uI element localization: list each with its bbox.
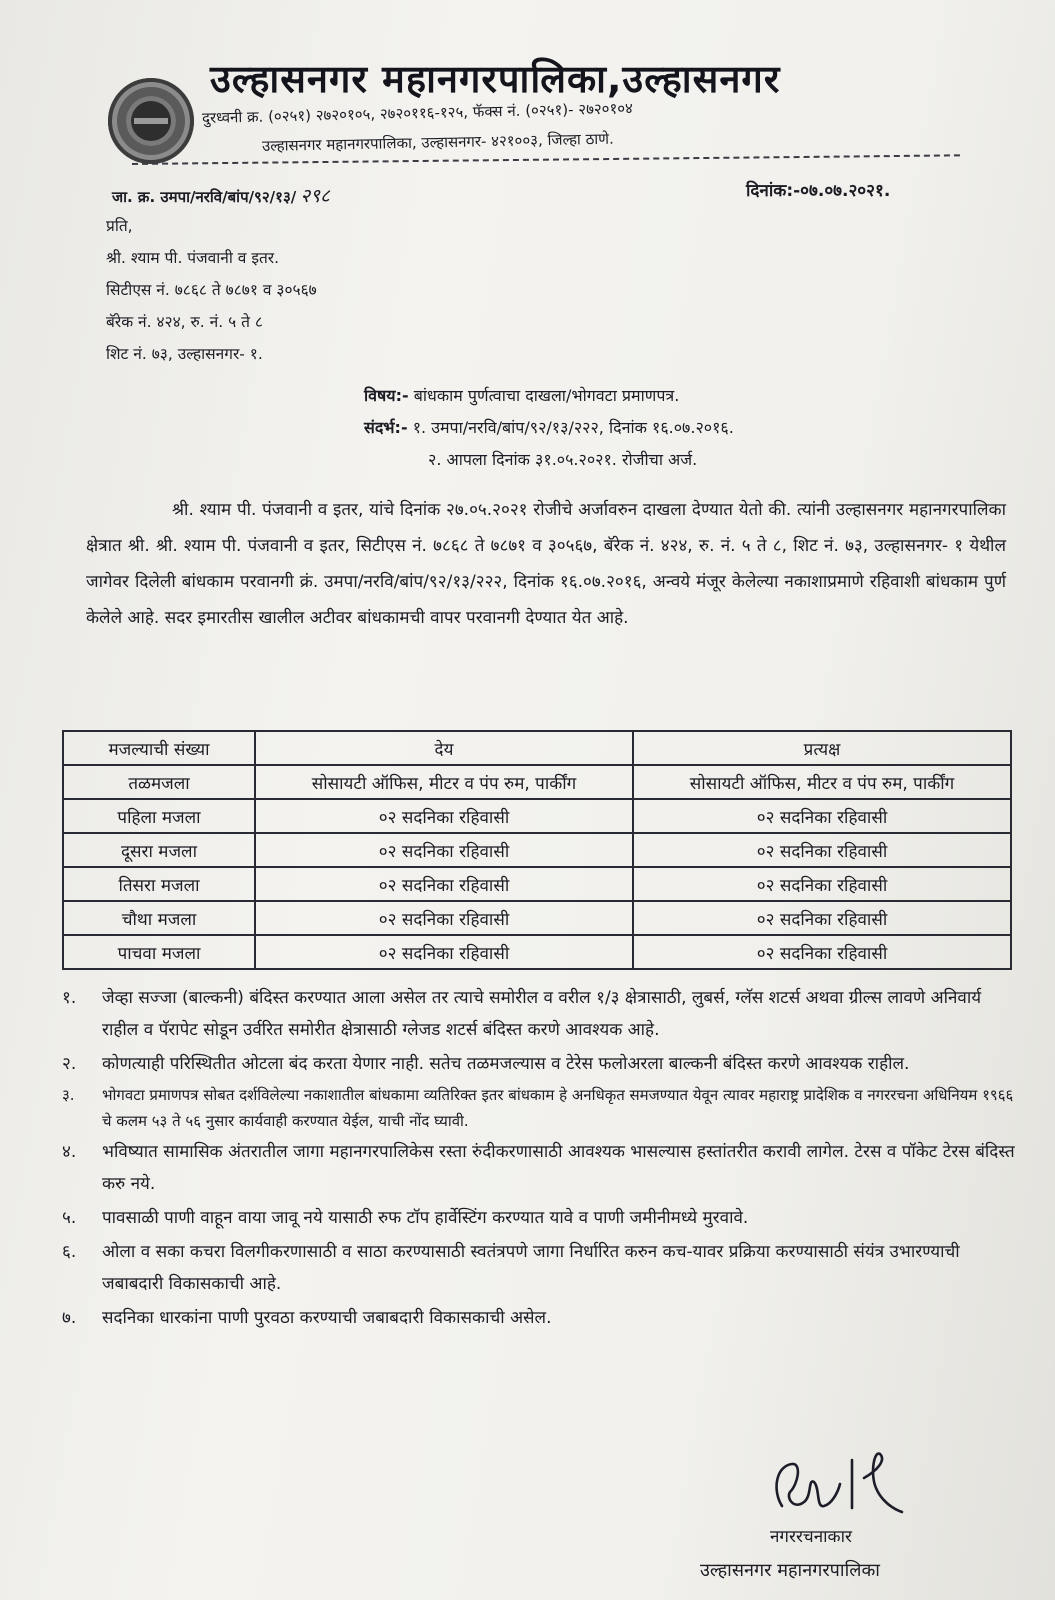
table-cell: ०२ सदनिका रहिवासी (633, 901, 1011, 935)
addressee-line: शिट नं. ७३, उल्हासनगर- १. (106, 345, 263, 363)
condition-text: जेव्हा सज्जा (बाल्कनी) बंदिस्त करण्यात आला असेल तर त्याचे समोरील व वरील १/३ क्षेत्रासाठी, लुबर्स, ग्लॅस शटर्स अथवा ग्रील्स लावणे अनिवार्य राहील व पॅरापेट सोडून उर्वरित समोरीत क्षेत्रासाठी ग्लेजड शटर्स बंदिस्त करणे आवश्यक आहे. (102, 988, 982, 1040)
table-header-floor: मजल्याची संख्या (63, 731, 255, 765)
table-row (63, 935, 1011, 969)
addressee-block (106, 210, 317, 370)
table-cell: पाचवा मजला (63, 935, 255, 969)
table-cell: चौथा मजला (63, 901, 255, 935)
condition-number: २. (62, 1054, 77, 1074)
table-row (63, 765, 1011, 799)
table-cell: ०२ सदनिका रहिवासी (255, 935, 633, 969)
condition-text: भोगवटा प्रमाणपत्र सोबत दर्शविलेल्या नकाशातील बांधकामा व्यतिरिक्त इतर बांधकाम हे अनधिकृत समजण्यात येवून त्यावर महाराष्ट्र प्रादेशिक व नगररचना अधिनियम १९६६ चे कलम ५३ ते ५६ नुसार कार्यवाही करण्यात येईल, याची नोंद घ्यावी. (102, 1086, 1014, 1130)
condition-number: ७. (62, 1308, 77, 1328)
floor-usage-table (62, 730, 1012, 970)
table-cell: ०२ सदनिका रहिवासी (633, 833, 1011, 867)
addressee-line: श्री. श्याम पी. पंजवानी व इतर. (106, 249, 280, 267)
condition-item (62, 1136, 1020, 1200)
body-paragraph: श्री. श्याम पी. पंजवानी व इतर, यांचे दिनांक २७.०५.२०२१ रोजीचे अर्जावरुन दाखला देण्यात येतो की. त्यांनी उल्हासनगर महानगरपालिका क्षेत्रात श्री. श्री. श्याम पी. पंजवानी व इतर, सिटीएस नं. ७८६८ ते ७८७१ व ३०५६७, बॅरेक नं. ४२४, रु. नं. ५ ते ८, शिट नं. ७३, उल्हासनगर- १ येथील जागेवर दिलेली बांधकाम परवानगी क्रं. उमपा/नरवि/बांप/९२/१३/२२२, दिनांक १६.०७.२०१६, अन्वये मंजूर केलेल्या नकाशाप्रमाणे रहिवाशी बांधकाम पुर्ण केलेले आहे. सदर इमारतीस खालील अटीवर बांधकामची वापर परवानगी देण्यात येत आहे. (86, 500, 1006, 628)
table-cell: ०२ सदनिका रहिवासी (633, 935, 1011, 969)
table-row (63, 799, 1011, 833)
table-cell: पहिला मजला (63, 799, 255, 833)
reference-number-handwritten: २९८ (300, 185, 330, 207)
reference-1: १. उमपा/नरवि/बांप/९२/१३/२२२, दिनांक १६.०७.२०१६. (412, 418, 734, 437)
table-cell: ०२ सदनिका रहिवासी (633, 799, 1011, 833)
reference-number (112, 182, 330, 208)
signatory-organization: उल्हासनगर महानगरपालिका (700, 1560, 880, 1581)
condition-number: १. (62, 988, 77, 1008)
table-cell: तळमजला (63, 765, 255, 799)
condition-item (62, 1048, 1020, 1080)
condition-text: कोणत्याही परिस्थितीत ओटला बंद करता येणार नाही. सतेच तळमजल्यास व टेरेस फलोअरला बाल्कनी बंदिस्त करणे आवश्यक राहील. (102, 1054, 910, 1074)
condition-item (62, 982, 1020, 1046)
condition-text: सदनिका धारकांना पाणी पुरवठा करण्याची जबाबदारी विकासकाची असेल. (102, 1308, 552, 1328)
table-cell: ०२ सदनिका रहिवासी (255, 799, 633, 833)
reference-line (364, 412, 734, 444)
table-header-actual: प्रत्यक्ष (633, 731, 1011, 765)
table-cell: ०२ सदनिका रहिवासी (255, 901, 633, 935)
condition-item (62, 1236, 1020, 1300)
letterhead-address: उल्हासनगर महानगरपालिका, उल्हासनगर- ४२१००३, जिल्हा ठाणे. (261, 129, 615, 155)
condition-number: ६. (62, 1242, 77, 1262)
condition-number: ३. (62, 1086, 75, 1104)
table-cell: ०२ सदनिका रहिवासी (633, 867, 1011, 901)
letterhead-divider (132, 154, 960, 165)
letter-date: दिनांक:-०७.०७.२०२१. (746, 181, 891, 201)
table-cell: तिसरा मजला (63, 867, 255, 901)
subject-text: बांधकाम पुर्णत्वाचा दाखला/भोगवटा प्रमाणपत्र. (413, 386, 680, 405)
condition-text: ओला व सका कचरा विलगीकरणासाठी व साठा करण्यासाठी स्वतंत्रपणे जागा निर्धारित करुन कच-यावर प्रक्रिया करण्यासाठी संयंत्र उभारण्याची जबाबदारी विकासकाची आहे. (102, 1242, 960, 1294)
seal-emblem-bar (134, 118, 168, 124)
condition-number: ४. (62, 1142, 77, 1162)
table-cell: सोसायटी ऑफिस, मीटर व पंप रुम, पार्कींग (255, 765, 633, 799)
table-header-permitted: देय (255, 731, 633, 765)
conditions-list (62, 982, 1020, 1336)
reference-2: २. आपला दिनांक ३१.०५.२०२१. रोजीचा अर्ज. (428, 450, 698, 469)
condition-text: भविष्यात सामासिक अंतरातील जागा महानगरपालिकेस रस्ता रुंदीकरणासाठी आवश्यक भासल्यास हस्तांतरीत करावी लागेल. टेरस व पॉकेट टेरस बंदिस्त करु नये. (102, 1142, 1015, 1194)
table-cell: दूसरा मजला (63, 833, 255, 867)
table-cell: ०२ सदनिका रहिवासी (255, 833, 633, 867)
condition-text: पावसाळी पाणी वाहून वाया जावू नये यासाठी रुफ टॉप हार्वेस्टिंग करण्यात यावे व पाणी जमीनीमध्ये मुरवावे. (102, 1208, 749, 1228)
subject-block (364, 380, 734, 476)
addressee-line: सिटीएस नं. ७८६८ ते ७८७१ व ३०५६७ (106, 281, 317, 299)
table-row (63, 901, 1011, 935)
letterhead-title: उल्हासनगर महानगरपालिका,उल्हासनगर (210, 57, 781, 101)
condition-item (62, 1082, 1020, 1134)
subject-label: विषय:- (364, 386, 409, 405)
body-text (86, 492, 1006, 636)
handwritten-signature (768, 1448, 918, 1528)
signatory-title: नगररचनाकार (770, 1527, 852, 1547)
table-cell: ०२ सदनिका रहिवासी (255, 867, 633, 901)
reference-label: संदर्भ:- (364, 418, 408, 437)
table-header-row (63, 731, 1011, 765)
table-row (63, 867, 1011, 901)
condition-item (62, 1302, 1020, 1334)
municipal-seal-logo (108, 78, 194, 164)
addressee-line: प्रति, (106, 217, 133, 235)
letterhead-phones: दुरध्वनी क्र. (०२५१) २७२०१०५, २७२०११६-१२५, फॅक्स नं. (०२५१)- २७२०१०४ (201, 99, 634, 127)
table-cell: सोसायटी ऑफिस, मीटर व पंप रुम, पार्कींग (633, 765, 1011, 799)
condition-number: ५. (62, 1208, 77, 1228)
condition-item (62, 1202, 1020, 1234)
addressee-line: बॅरेक नं. ४२४, रु. नं. ५ ते ८ (106, 313, 263, 331)
subject-line (364, 380, 734, 412)
table-row (63, 833, 1011, 867)
reference-number-printed: जा. क्र. उमपा/नरवि/बांप/९२/१३/ (112, 188, 297, 206)
